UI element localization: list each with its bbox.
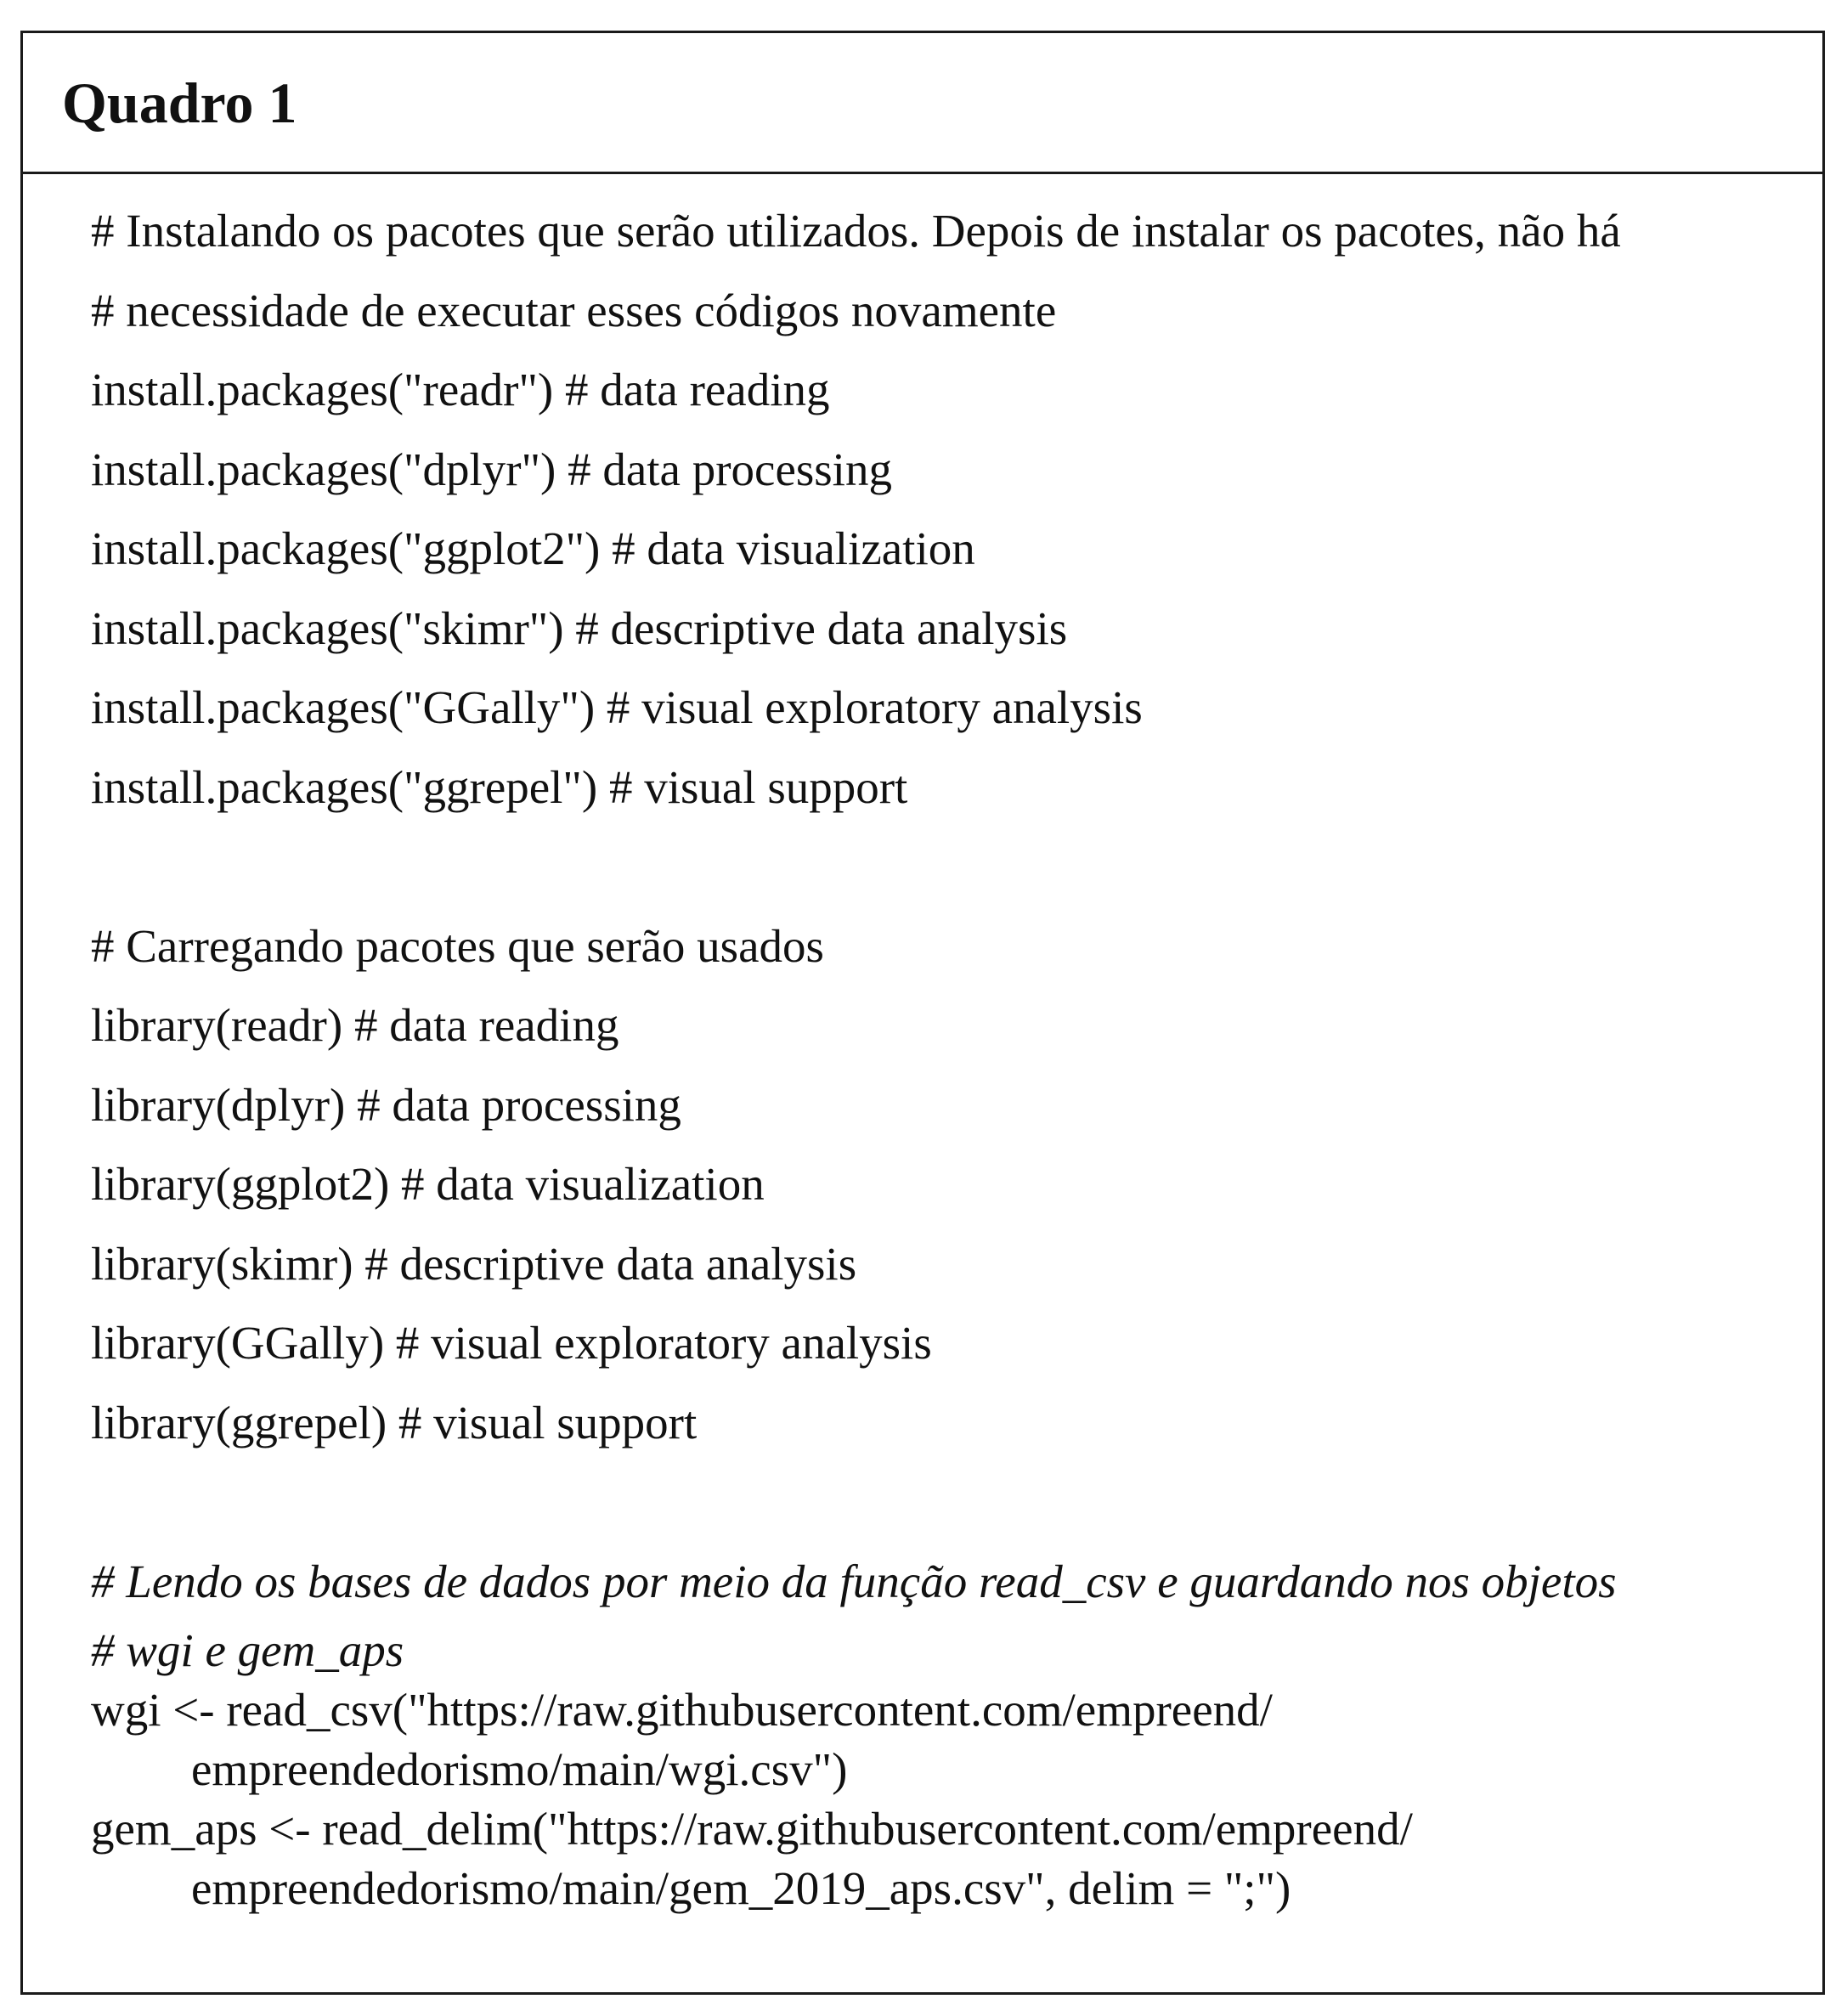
code-comment: # Lendo os bases de dados por meio da função read_csv e guardando nos objetos <box>91 1555 1617 1607</box>
code-line-wgi: wgi <- read_csv("https://raw.githubusercontent.com/empreend/ <box>91 1684 1273 1736</box>
code-line: library(skimr) # descriptive data analysis <box>91 1237 857 1290</box>
blank-line <box>91 1462 1805 1542</box>
code-line: install.packages("ggrepel") # visual support <box>91 760 908 813</box>
code-comment: # Carregando pacotes que serão usados <box>91 919 824 972</box>
blank-line <box>91 827 1805 906</box>
code-line: install.packages("readr") # data reading <box>91 364 830 415</box>
code-line-gem-continued: empreendedorismo/main/gem_2019_aps.csv", delim = ";") <box>191 1862 1291 1914</box>
code-comment: # Instalando os pacotes que serão utilizados. Depois de instalar os pacotes, não há <box>91 205 1621 257</box>
code-line: install.packages("GGally") # visual exploratory analysis <box>91 681 1143 733</box>
box-title: Quadro 1 <box>62 71 297 135</box>
code-line: install.packages("ggplot2") # data visualization <box>91 522 975 574</box>
box-header <box>23 33 1822 174</box>
code-line: library(ggrepel) # visual support <box>91 1396 698 1448</box>
code-box <box>20 31 1825 1995</box>
code-line: library(dplyr) # data processing <box>91 1078 681 1131</box>
code-comment: # wgi e gem_aps <box>91 1624 404 1676</box>
code-line: install.packages("skimr") # descriptive data analysis <box>91 601 1068 654</box>
code-line: library(GGally) # visual exploratory analysis <box>91 1317 932 1369</box>
code-line-gem: gem_aps <- read_delim("https://raw.githubusercontent.com/empreend/ <box>91 1803 1413 1855</box>
code-comment: # necessidade de executar esses códigos novamente <box>91 284 1057 336</box>
code-line: library(readr) # data reading <box>91 999 619 1051</box>
code-line: library(ggplot2) # data visualization <box>91 1158 765 1210</box>
code-listing <box>91 191 1805 1918</box>
code-line: install.packages("dplyr") # data processing <box>91 443 892 495</box>
code-line-wgi-continued: empreendedorismo/main/wgi.csv") <box>191 1743 848 1795</box>
